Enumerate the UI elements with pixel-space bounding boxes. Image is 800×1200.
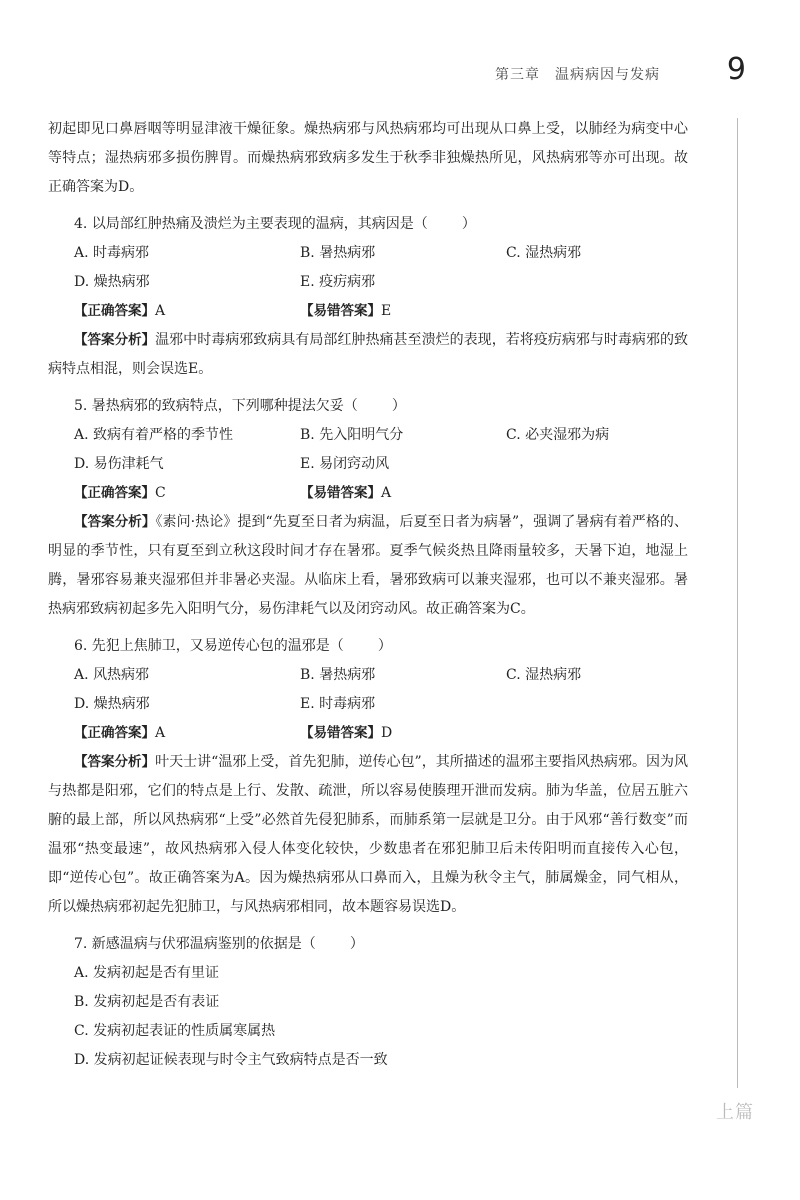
option-a: A. 发病初起是否有里证 [74, 965, 220, 981]
option-a: A. 致病有着严格的季节性 [74, 427, 234, 443]
option-d: D. 燥热病邪 [74, 696, 150, 712]
question-title: 7. 新感温病与伏邪温病鉴别的依据是（ ） [74, 936, 364, 952]
question-6 [48, 632, 688, 922]
option-e: E. 易闭窍动风 [300, 456, 390, 472]
chapter-title: 第三章 温病病因与发病 [495, 67, 660, 83]
answers-row [48, 479, 688, 508]
options-list [48, 959, 688, 1075]
question-title: 4. 以局部红肿热痛及溃烂为主要表现的温病，其病因是（ ） [74, 216, 476, 232]
question-title: 6. 先犯上焦肺卫，又易逆传心包的温邪是（ ） [74, 638, 392, 654]
page-content [48, 115, 688, 1075]
option-c: C. 发病初起表证的性质属寒属热 [74, 1023, 276, 1039]
option-e: E. 疫疠病邪 [300, 274, 376, 290]
question-4 [48, 210, 688, 384]
option-c: C. 必夹湿邪为病 [506, 427, 610, 443]
option-b: B. 暑热病邪 [300, 245, 376, 261]
side-divider [737, 118, 738, 1088]
option-b: B. 暑热病邪 [300, 667, 376, 683]
option-e: E. 时毒病邪 [300, 696, 376, 712]
options-grid [48, 239, 688, 297]
wrong-answer: 【易错答案】E [300, 303, 392, 319]
correct-answer: 【正确答案】C [74, 485, 166, 501]
correct-answer: 【正确答案】A [74, 725, 166, 741]
option-d: D. 易伤津耗气 [74, 456, 164, 472]
option-d: D. 燥热病邪 [74, 274, 150, 290]
correct-answer: 【正确答案】A [74, 303, 166, 319]
option-a: A. 时毒病邪 [74, 245, 150, 261]
option-d: D. 发病初起证候表现与时令主气致病特点是否一致 [74, 1052, 388, 1068]
section-side-label: 上篇 [716, 1102, 754, 1123]
option-a: A. 风热病邪 [74, 667, 150, 683]
answers-row [48, 719, 688, 748]
question-7 [48, 930, 688, 1075]
answer-analysis: 【答案分析】温邪中时毒病邪致病具有局部红肿热痛甚至溃烂的表现，若将疫疠病邪与时毒病邪的致病特点相混，则会误选E。 [48, 332, 688, 377]
option-c: C. 湿热病邪 [506, 245, 582, 261]
options-grid [48, 661, 688, 719]
question-5 [48, 392, 688, 624]
wrong-answer: 【易错答案】A [300, 485, 392, 501]
page-header [48, 52, 752, 96]
intro-paragraph: 初起即见口鼻唇咽等明显津液干燥征象。燥热病邪与风热病邪均可出现从口鼻上受，以肺经为病变中心等特点；湿热病邪多损伤脾胃。而燥热病邪致病多发生于秋季非独燥热所见，风热病邪等亦可出现。故正确答案为D。 [48, 121, 688, 195]
page-number: 9 [726, 52, 746, 87]
wrong-answer: 【易错答案】D [300, 725, 393, 741]
question-title: 5. 暑热病邪的致病特点，下列哪种提法欠妥（ ） [74, 398, 406, 414]
options-grid [48, 421, 688, 479]
option-b: B. 先入阳明气分 [300, 427, 404, 443]
answer-analysis: 【答案分析】《素问·热论》提到“先夏至日者为病温，后夏至日者为病暑”，强调了暑病有着严格的、明显的季节性，只有夏至到立秋这段时间才存在暑邪。夏季气候炎热且降雨量较多，天暑下迫，地湿上腾，暑邪容易兼夹湿邪但并非暑必夹湿。从临床上看，暑邪致病可以兼夹湿邪，也可以不兼夹湿邪。暑热病邪致病初起多先入阳明气分，易伤津耗气以及闭窍动风。故正确答案为C。 [48, 514, 689, 617]
answers-row [48, 297, 688, 326]
option-c: C. 湿热病邪 [506, 667, 582, 683]
option-b: B. 发病初起是否有表证 [74, 994, 220, 1010]
answer-analysis: 【答案分析】叶天士讲“温邪上受，首先犯肺，逆传心包”，其所描述的温邪主要指风热病邪。因为风与热都是阳邪，它们的特点是上行、发散、疏泄，所以容易使腠理开泄而发病。肺为华盖，位居五脏六腑的最上部，所以风热病邪“上受”必然首先侵犯肺系，而肺系第一层就是卫分。由于风邪“善行数变”而温邪“热变最速”，故风热病邪入侵人体变化较快，少数患者在邪犯肺卫后未传阳明而直接传入心包，即“逆传心包”。故正确答案为A。因为燥热病邪从口鼻而入，且燥为秋令主气，肺属燥金，同气相从，所以燥热病邪初起先犯肺卫，与风热病邪相同，故本题容易误选D。 [48, 754, 688, 915]
